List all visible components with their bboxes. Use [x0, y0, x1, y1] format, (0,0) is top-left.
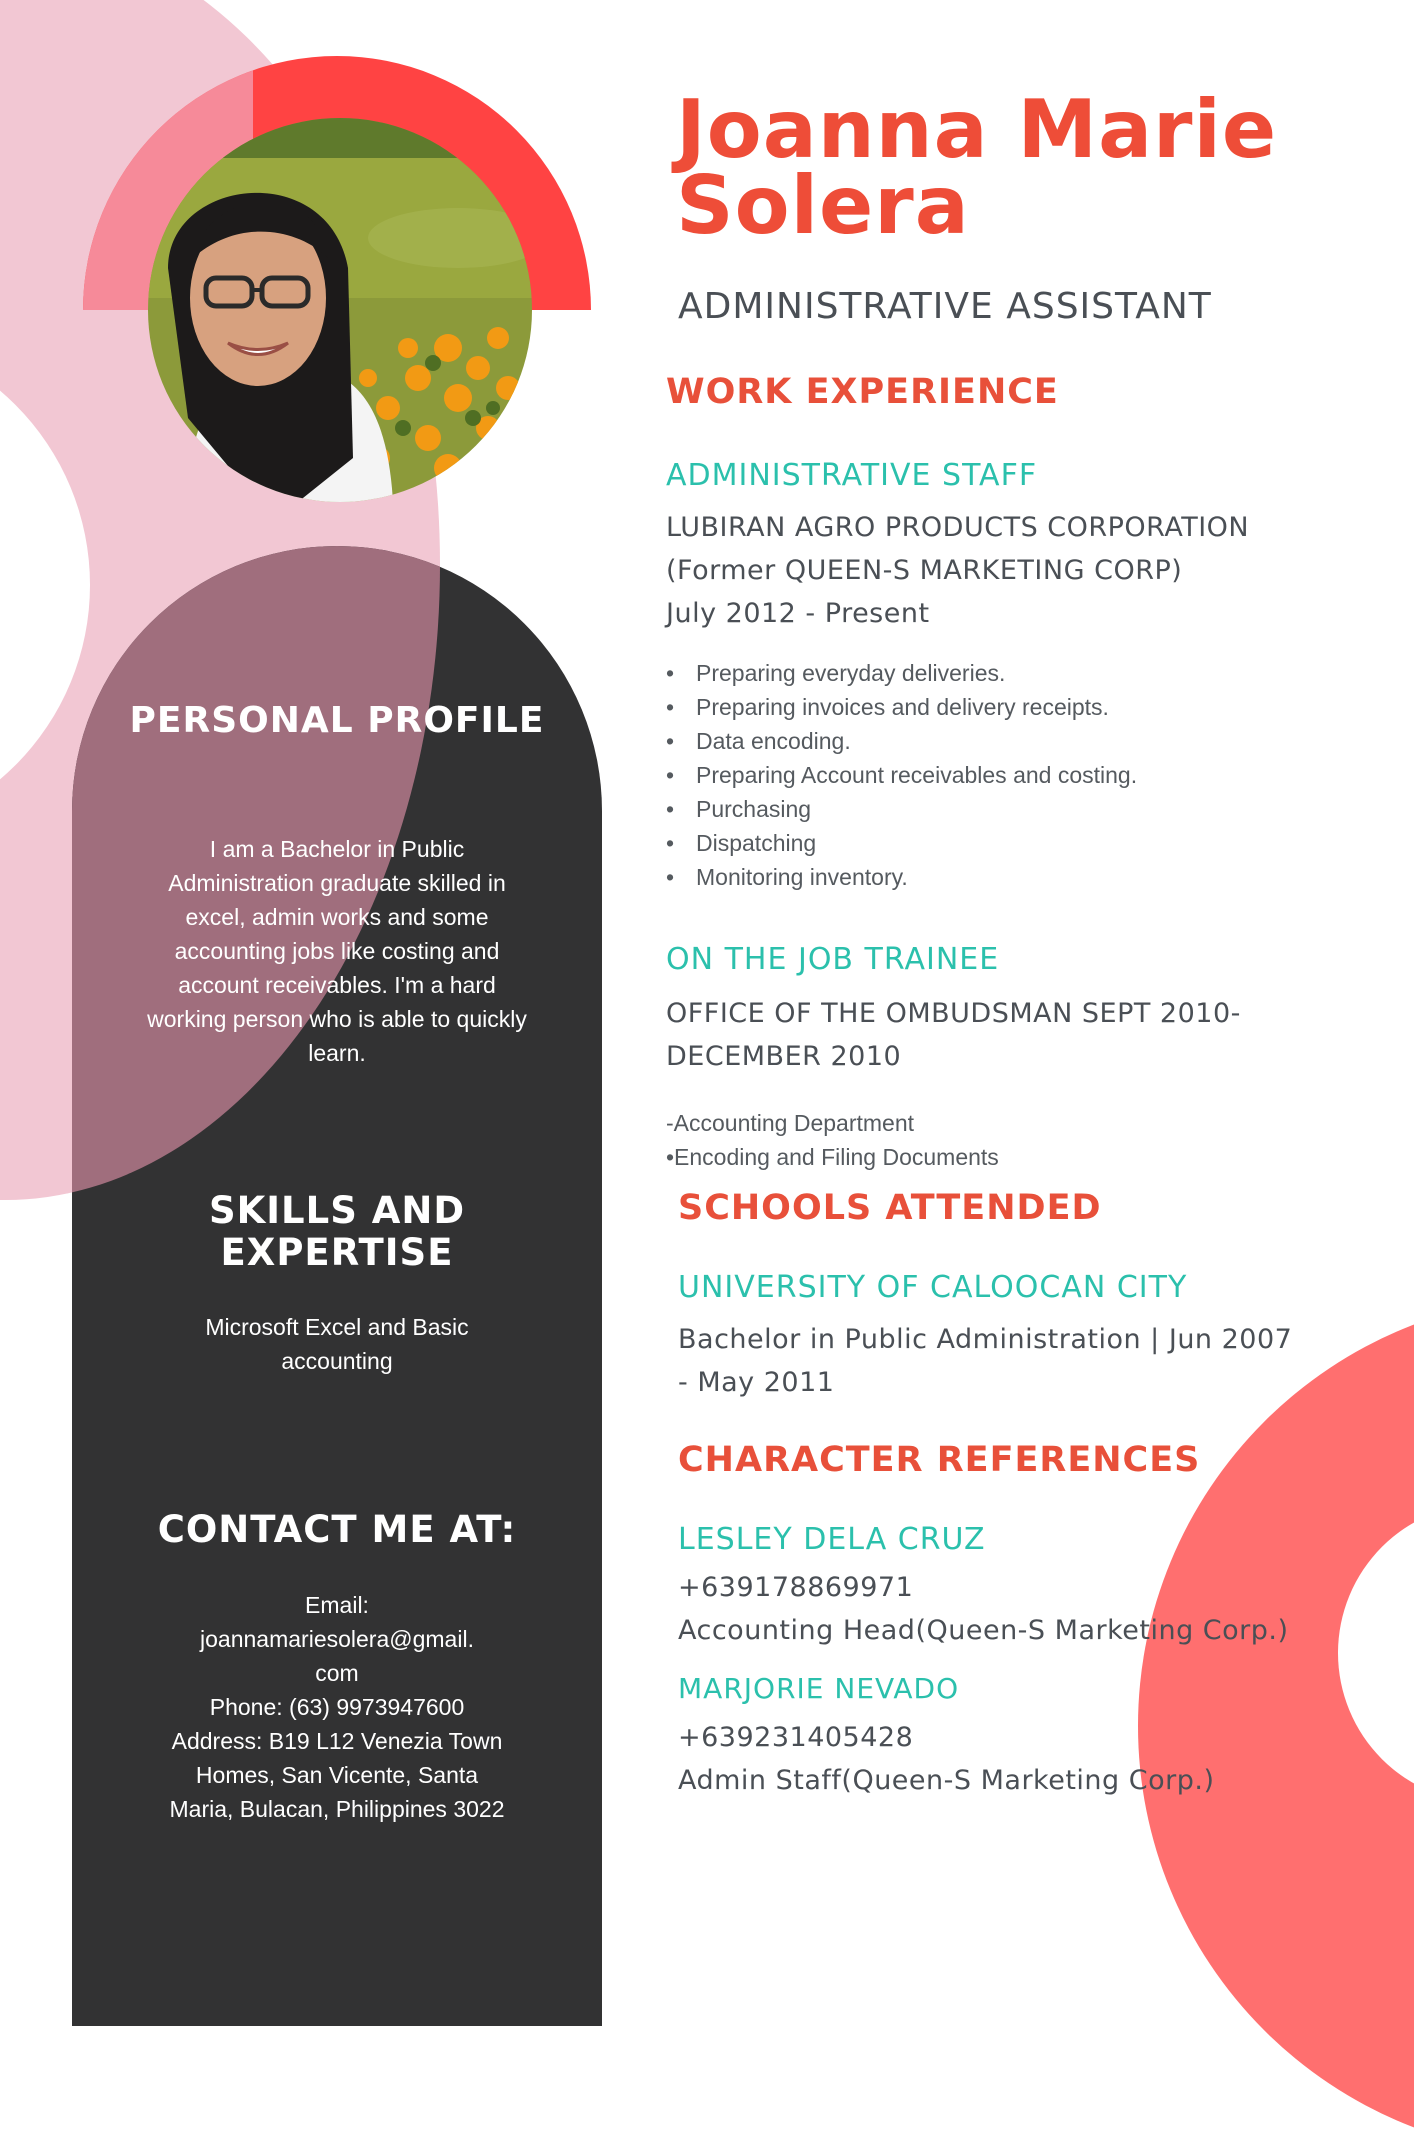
- job2-office: [666, 992, 1241, 1078]
- job2-detail2: •Encoding and Filing Documents: [666, 1144, 999, 1170]
- personal-profile-text: I am a Bachelor in Public Administration graduate skilled in excel, admin works and some accounting jobs like costing and account receivables. I'm a hard working person who is able to quickly learn.: [147, 836, 527, 1066]
- job2-detail1: -Accounting Department: [666, 1110, 915, 1136]
- profile-photo-illustration: [148, 118, 532, 502]
- job2-office-line1: OFFICE OF THE OMBUDSMAN SEPT 2010-: [666, 998, 1241, 1029]
- job2-office-line2: DECEMBER 2010: [666, 1041, 902, 1072]
- job1-company-line1: LUBIRAN AGRO PRODUCTS CORPORATION: [666, 512, 1250, 543]
- duty-item: • Data encoding.: [666, 724, 1137, 758]
- job1-dates: July 2012 - Present: [666, 598, 930, 629]
- degree-details: [678, 1318, 1292, 1404]
- email-value-line1[interactable]: joannamariesolera@gmail.: [200, 1626, 474, 1652]
- name-line1: Joanna Marie: [676, 83, 1278, 176]
- job-title: ADMINISTRATIVE ASSISTANT: [678, 286, 1212, 327]
- duty-item: • Purchasing: [666, 792, 1137, 826]
- skills-heading-line1: SKILLS AND: [208, 1189, 466, 1232]
- ref2-role: Admin Staff(Queen-S Marketing Corp.): [678, 1765, 1215, 1796]
- email-label: Email:: [305, 1592, 369, 1618]
- ref1-details: [678, 1566, 1289, 1652]
- name-line2: Solera: [676, 159, 970, 252]
- ref2-details: [678, 1716, 1214, 1802]
- school-name: UNIVERSITY OF CALOOCAN CITY: [678, 1270, 1188, 1305]
- phone-value: Phone: (63) 9973947600: [209, 1694, 465, 1720]
- name-heading: [676, 83, 1278, 252]
- schools-heading: SCHOOLS ATTENDED: [678, 1188, 1102, 1228]
- address-line3: Maria, Bulacan, Philippines 3022: [169, 1796, 505, 1822]
- job2-details: [666, 1106, 999, 1174]
- duty-item: • Dispatching: [666, 826, 1137, 860]
- skills-text: Microsoft Excel and Basic accounting: [205, 1314, 469, 1374]
- job2-title: ON THE JOB TRAINEE: [666, 942, 1000, 977]
- email-value-line2[interactable]: com: [315, 1660, 359, 1686]
- ref2-name: MARJORIE NEVADO: [678, 1672, 960, 1705]
- ref1-phone: +639178869971: [678, 1572, 914, 1603]
- references-heading: CHARACTER REFERENCES: [678, 1440, 1201, 1480]
- skills-heading-line2: EXPERTISE: [220, 1231, 454, 1274]
- personal-profile-heading: PERSONAL PROFILE: [129, 700, 545, 741]
- ref1-name: LESLEY DELA CRUZ: [678, 1522, 986, 1557]
- degree-line2: - May 2011: [678, 1367, 835, 1398]
- duty-item: • Monitoring inventory.: [666, 860, 1137, 894]
- job1-duties-list: [666, 656, 1137, 894]
- work-experience-heading: WORK EXPERIENCE: [666, 372, 1059, 412]
- degree-line1: Bachelor in Public Administration | Jun 2007: [678, 1324, 1293, 1355]
- job1-details: [666, 506, 1249, 635]
- address-line2: Homes, San Vicente, Santa: [195, 1762, 479, 1788]
- profile-photo: [148, 118, 532, 502]
- contact-block: [102, 1588, 572, 1826]
- job1-title: ADMINISTRATIVE STAFF: [666, 458, 1038, 493]
- job1-company-line2: (Former QUEEN-S MARKETING CORP): [666, 555, 1183, 586]
- address-line1: Address: B19 L12 Venezia Town: [171, 1728, 503, 1754]
- duty-item: • Preparing Account receivables and costing.: [666, 758, 1137, 792]
- ref2-phone: +639231405428: [678, 1722, 914, 1753]
- ref1-role: Accounting Head(Queen-S Marketing Corp.): [678, 1615, 1289, 1646]
- duty-item: • Preparing invoices and delivery receipts.: [666, 690, 1137, 724]
- duty-item: • Preparing everyday deliveries.: [666, 656, 1137, 690]
- skills-heading: [72, 1190, 602, 1274]
- contact-heading: CONTACT ME AT:: [157, 1508, 517, 1551]
